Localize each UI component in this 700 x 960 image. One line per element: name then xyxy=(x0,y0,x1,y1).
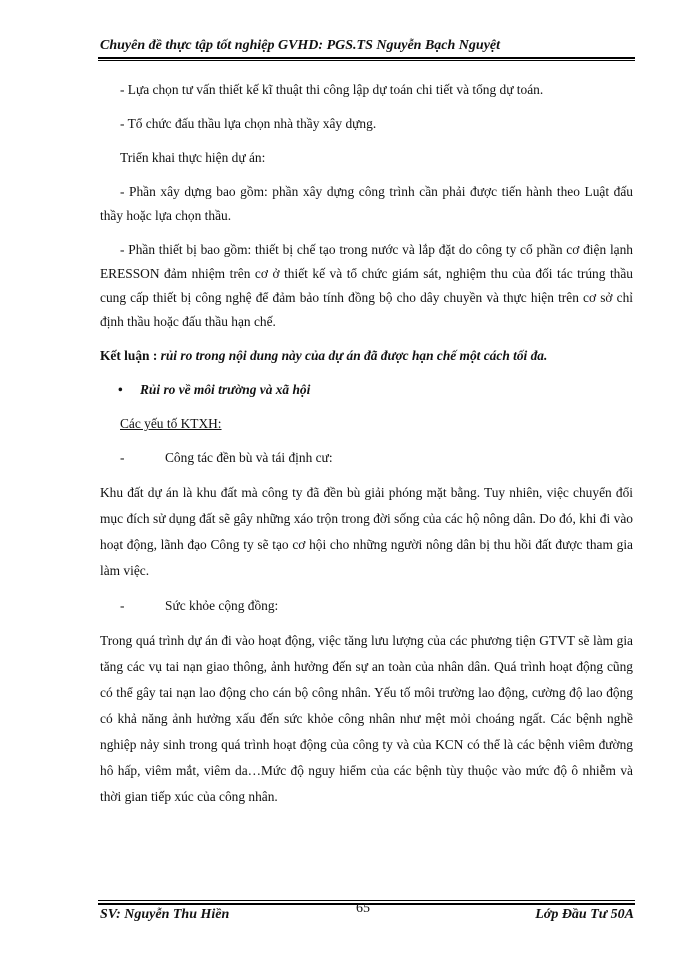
bullet-heading-text: Rủi ro về môi trường và xã hội xyxy=(140,382,311,397)
list-item-text: Công tác đền bù và tái định cư: xyxy=(165,450,333,465)
list-item-health xyxy=(100,594,633,618)
paragraph-consulting: - Lựa chọn tư vấn thiết kế kĩ thuật thi công lập dự toán chi tiết và tổng dự toán. xyxy=(120,82,544,97)
paragraph-land: Khu đất dự án là khu đất mà công ty đã đền bù giải phóng mặt bằng. Tuy nhiên, việc chuyển đổi mục đích sử dụng đất sẽ gây những xáo trộn trong đời sống của các hộ nông dân. Do đó, khi đi vào hoạt động, lãnh đạo Công ty sẽ tạo cơ hội cho những người nông dân bị thu hồi đất được tham gia làm việc. xyxy=(100,485,633,578)
bullet-heading xyxy=(100,378,633,402)
conclusion-label: Kết luận : xyxy=(100,348,158,363)
paragraph-health: Trong quá trình dự án đi vào hoạt động, việc tăng lưu lượng của các phương tiện GTVT sẽ làm gia tăng các vụ tai nạn giao thông, ảnh hưởng đến sự an toàn của nhân dân. Quá trình hoạt động cũng có thể gây tai nạn lao động cho cán bộ công nhân. Yếu tố môi trường lao động, cường độ lao động có khả năng ảnh hưởng xấu đến sức khỏe công nhân như mệt mỏi choáng ngất. Các bệnh nghề nghiệp nảy sinh trong quá trình hoạt động của công ty và của KCN có thể là các bệnh viêm đường hô hấp, viêm mắt, viêm da…Mức độ nguy hiểm của các bệnh tùy thuộc vào mức độ ô nhiễm và thời gian tiếp xúc của công nhân. xyxy=(100,633,633,804)
header-rule-thin xyxy=(98,60,635,61)
subheading: Các yếu tố KTXH: xyxy=(120,416,222,431)
paragraph-equipment: - Phần thiết bị bao gồm: thiết bị chế tạo trong nước và lắp đặt do công ty cổ phần cơ điện lạnh ERESSON đảm nhiệm trên cơ ở thiết kế và tổ chức giám sát, nghiệm thu của đối tác trúng thầu cung cấp thiết bị công nghệ để đảm bảo tính đồng bộ cho dây chuyền và thực hiện trên cơ sở chỉ định thầu hoặc đấu thầu hạn chế. xyxy=(100,242,633,329)
bullet-icon: • xyxy=(118,382,123,397)
paragraph-construction: - Phần xây dựng bao gồm: phần xây dựng công trình cần phải được tiến hành theo Luật đấu thầy hoặc lựa chọn thầu. xyxy=(100,184,633,223)
footer-class: Lớp Đầu Tư 50A xyxy=(535,907,634,922)
page-header: Chuyên đề thực tập tốt nghiệp GVHD: PGS.TS Nguyễn Bạch Nguyệt xyxy=(100,38,501,53)
list-item-text: Sức khỏe cộng đồng: xyxy=(165,598,279,613)
paragraph-implementation: Triển khai thực hiện dự án: xyxy=(120,150,266,165)
list-item-compensation xyxy=(100,446,633,470)
page-number: 65 xyxy=(356,901,370,916)
conclusion-text: rủi ro trong nội dung này của dự án đã được hạn chế một cách tối đa. xyxy=(157,348,548,363)
footer-student: SV: Nguyễn Thu Hiền xyxy=(100,907,230,922)
dash-icon: - xyxy=(120,450,125,465)
conclusion xyxy=(100,344,633,368)
paragraph-bidding: - Tổ chức đấu thầu lựa chọn nhà thầy xây dựng. xyxy=(120,116,377,131)
page-content xyxy=(100,78,633,820)
dash-icon: - xyxy=(120,598,125,613)
header-rule xyxy=(98,57,635,59)
